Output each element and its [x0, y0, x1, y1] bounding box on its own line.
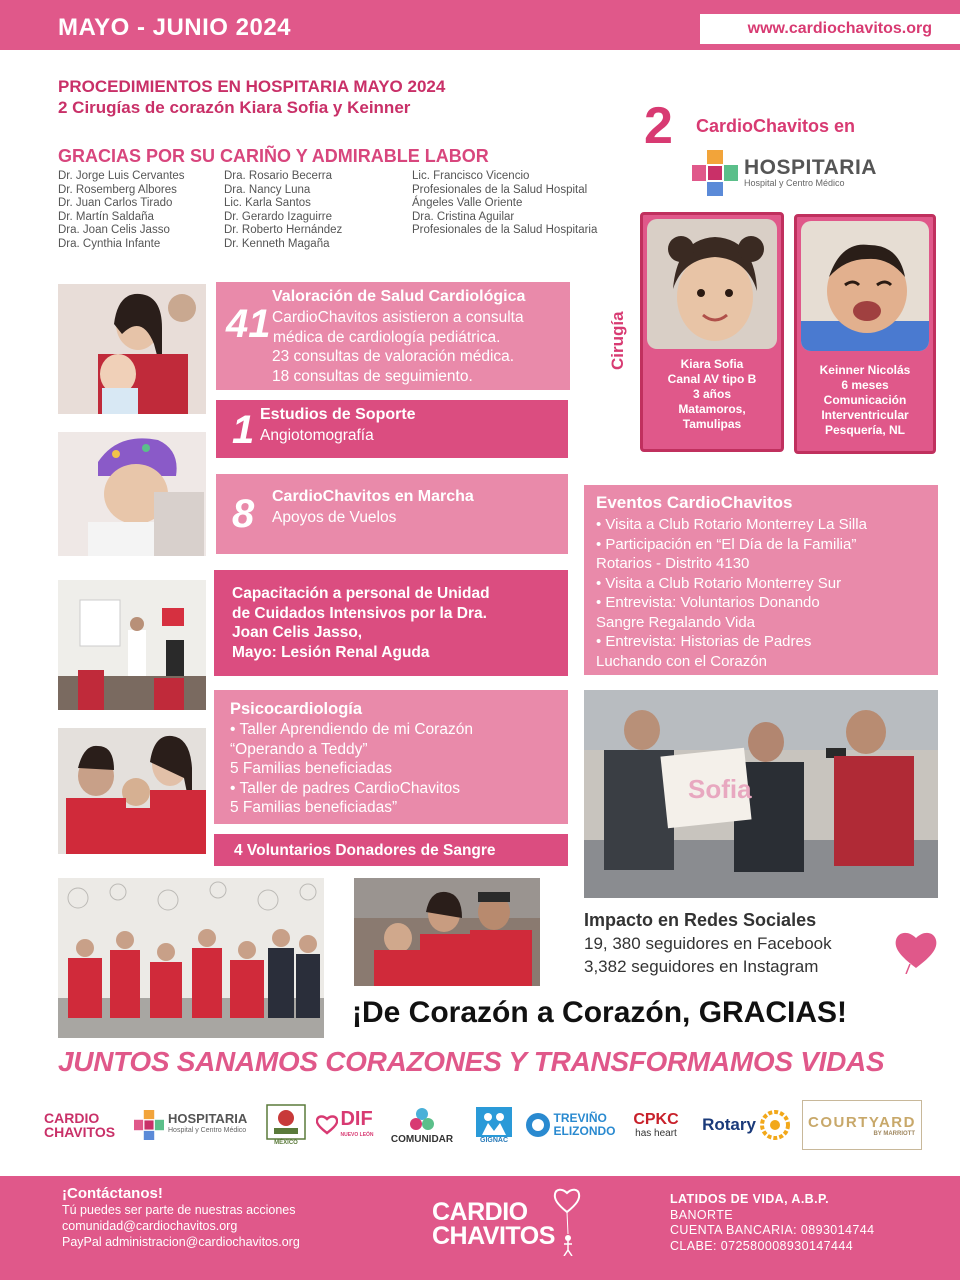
- procedures-title-line1: PROCEDIMIENTOS EN HOSPITARIA MAYO 2024: [58, 77, 446, 96]
- sponsor-text: CHAVITOS: [44, 1124, 116, 1140]
- patient-card-kiara: [640, 212, 784, 452]
- thanks-slogan: ¡De Corazón a Corazón, GRACIAS!: [352, 996, 848, 1029]
- instagram-followers: 3,382 seguidores en Instagram: [584, 957, 819, 976]
- stat-line: CardioChavitos asistieron a consulta: [272, 309, 524, 326]
- bank-line: BANORTE: [670, 1207, 733, 1222]
- contact-line: Tú puedes ser parte de nuestras acciones: [62, 1203, 296, 1217]
- sponsor-trevino-elizondo: [524, 1100, 616, 1150]
- patient-card-keinner: [794, 214, 936, 454]
- sponsor-text: ELIZONDO: [553, 1124, 616, 1138]
- hospitaria-logo: [692, 150, 882, 196]
- patient-name: Keinner Nicolás: [819, 363, 911, 377]
- sponsor-text: CPKC: [633, 1110, 679, 1128]
- period-title: MAYO - JUNIO 2024: [58, 14, 292, 41]
- event-item: • Entrevista: Voluntarios Donando: [596, 594, 820, 611]
- stat-body: Angiotomografía: [260, 427, 374, 444]
- name-item: Dra. Rosario Becerra: [224, 170, 333, 182]
- event-item: • Participación en “El Día de la Familia”: [596, 535, 857, 553]
- patient-diagnosis: Comunicación: [823, 393, 907, 407]
- facebook-followers: 19, 380 seguidores en Facebook: [584, 934, 832, 953]
- sponsor-rotary: [696, 1100, 796, 1150]
- cardiochavitos-en-label: CardioChavitos en: [696, 116, 856, 136]
- psico-line: 5 Familias beneficiadas”: [230, 799, 398, 816]
- event-item: Luchando con el Corazón: [596, 652, 767, 670]
- event-item: • Visita a Club Rotario Monterrey La Silla: [596, 516, 867, 533]
- patient-city: Matamoros,: [678, 402, 746, 416]
- thanks-names-col1: [58, 170, 185, 251]
- social-impact-title: Impacto en Redes Sociales: [584, 910, 817, 930]
- stat-title: Estudios de Soporte: [260, 406, 416, 423]
- training-text: [232, 584, 490, 662]
- sponsor-gignac: [468, 1100, 520, 1150]
- name-item: Dra. Cynthia Infante: [58, 237, 161, 250]
- donors-box: [214, 834, 568, 866]
- sponsor-text: HOSPITARIA: [168, 1111, 248, 1126]
- logo-text: CARDIO: [432, 1198, 528, 1226]
- psico-body: [230, 720, 473, 818]
- patient-info-keinner: [801, 363, 929, 438]
- motto-slogan: JUNTOS SANAMOS CORAZONES Y TRANSFORMAMOS VIDAS: [58, 1046, 885, 1077]
- bank-title: LATIDOS DE VIDA, A.B.P.: [670, 1192, 829, 1206]
- sponsor-text: COURTYARD: [808, 1113, 916, 1131]
- comunidar-logo-icon: [408, 1106, 436, 1134]
- sponsor-text: CARDIO: [44, 1110, 100, 1126]
- stat-number: 41: [226, 302, 271, 346]
- stat-line: 18 consultas de seguimiento.: [272, 367, 473, 385]
- sponsor-text: GIGNAC: [480, 1136, 508, 1144]
- name-item: Dr. Roberto Hernández: [224, 224, 343, 236]
- name-item: Dr. Rosemberg Albores: [58, 183, 177, 196]
- patient-photo-keinner: [801, 221, 929, 351]
- instituto-seal-icon: [266, 1104, 306, 1140]
- name-item: Dr. Juan Carlos Tirado: [58, 197, 173, 209]
- logo-text: CHAVITOS: [432, 1222, 555, 1250]
- photo-sofia-family: [584, 690, 938, 898]
- sponsor-hospitaria: [134, 1100, 258, 1150]
- photo-family-small: [354, 878, 540, 986]
- sponsor-text: Rotary: [702, 1115, 756, 1134]
- bank-line: CUENTA BANCARIA: 0893014744: [670, 1223, 875, 1237]
- sponsor-text: MÉXICO: [274, 1140, 298, 1146]
- stat-box-marcha: [216, 474, 568, 554]
- photo-child-study: [58, 432, 206, 556]
- surgery-count: 2: [644, 97, 673, 155]
- hospitaria-cross-icon: [134, 1110, 164, 1140]
- name-item: Lic. Karla Santos: [224, 197, 311, 209]
- patient-photo-kiara: [647, 219, 777, 349]
- patient-diagnosis: Canal AV tipo B: [667, 372, 757, 386]
- event-item: • Entrevista: Historias de Padres: [596, 633, 812, 650]
- name-item: Dra. Cristina Aguilar: [412, 210, 515, 223]
- photo-training: [58, 580, 206, 710]
- name-item: Ángeles Valle Oriente: [412, 197, 523, 209]
- dif-heart-icon: [316, 1115, 338, 1135]
- event-item: • Visita a Club Rotario Monterrey Sur: [596, 574, 842, 592]
- stat-box-estudios: [216, 400, 568, 458]
- sponsor-text: BY MARRIOTT: [873, 1130, 915, 1137]
- patient-city: Pesquería, NL: [824, 423, 906, 437]
- sponsor-cpkc: [620, 1100, 692, 1150]
- stat-body: Apoyos de Vuelos: [272, 509, 397, 526]
- bank-line: CLABE: 072580008930147444: [670, 1238, 854, 1253]
- stat-number: 8: [232, 492, 255, 536]
- sign-text: Sofia: [688, 774, 752, 804]
- training-box: [214, 570, 568, 676]
- procedures-title: [58, 76, 445, 118]
- psico-line: “Operando a Teddy”: [230, 740, 368, 758]
- sponsor-text: Hospital y Centro Médico: [168, 1127, 247, 1134]
- thanks-names-col2: [224, 170, 342, 251]
- patient-name: Kiara Sofia: [680, 357, 744, 371]
- sponsor-text: TREVIÑO: [553, 1111, 607, 1125]
- stat-title: CardioChavitos en Marcha: [272, 488, 474, 505]
- photo-group: [58, 878, 324, 1038]
- psico-box: [214, 690, 568, 824]
- gignac-logo-icon: [476, 1107, 512, 1137]
- psico-title: Psicocardiología: [230, 700, 363, 718]
- patient-info-kiara: [647, 357, 777, 432]
- name-item: Dr. Kenneth Magaña: [224, 237, 330, 250]
- psico-line: 5 Familias beneficiadas: [230, 760, 392, 777]
- name-item: Lic. Francisco Vicencio: [412, 170, 530, 182]
- psico-line: • Taller Aprendiendo de mi Corazón: [230, 721, 473, 738]
- patient-age: 3 años: [692, 387, 731, 401]
- sponsor-dif: [312, 1100, 378, 1150]
- event-item: Rotarios - Distrito 4130: [596, 555, 750, 572]
- header-bar: [0, 0, 960, 50]
- psico-line: • Taller de padres CardioChavitos: [230, 779, 461, 797]
- name-item: Dr. Gerardo Izaguirre: [224, 210, 333, 223]
- contact-email[interactable]: comunidad@cardiochavitos.org: [62, 1219, 238, 1233]
- name-item: Dr. Martín Saldaña: [58, 210, 154, 223]
- training-line: Mayo: Lesión Renal Aguda: [232, 643, 430, 661]
- photo-consultation: [58, 284, 206, 414]
- sponsor-cardiochavitos: [44, 1100, 128, 1150]
- thanks-names-col3: [412, 170, 597, 238]
- patient-state: Tamulipas: [682, 417, 742, 431]
- training-line: Capacitación a personal de Unidad: [232, 585, 490, 602]
- name-item: Dra. Joan Celis Jasso: [58, 224, 170, 236]
- footer-logo: [432, 1200, 555, 1248]
- events-list: [596, 515, 930, 671]
- donors-text: 4 Voluntarios Donadores de Sangre: [234, 842, 496, 859]
- stat-line: médica de cardiología pediátrica.: [273, 328, 501, 346]
- stat-title: Valoración de Salud Cardiológica: [272, 288, 526, 305]
- heart-balloon-icon: [552, 1186, 582, 1256]
- contact-section: [62, 1186, 300, 1250]
- contact-paypal[interactable]: PayPal administracion@cardiochavitos.org: [62, 1235, 300, 1249]
- surgery-label: Cirugía: [608, 311, 627, 370]
- sponsor-text: NUEVO LEÓN: [340, 1132, 374, 1138]
- patient-diagnosis-cont: Interventricular: [821, 408, 909, 422]
- sponsor-text: has heart: [635, 1127, 677, 1139]
- patient-age: 6 meses: [841, 378, 889, 392]
- name-item: Profesionales de la Salud Hospital: [412, 183, 588, 196]
- hospitaria-subtitle: Hospital y Centro Médico: [744, 178, 845, 188]
- stat-line: 23 consultas de valoración médica.: [272, 348, 515, 365]
- procedures-title-line2: 2 Cirugías de corazón Kiara Sofia y Keinner: [58, 98, 411, 117]
- photo-family: [58, 728, 206, 854]
- name-item: Dr. Jorge Luis Cervantes: [58, 170, 185, 182]
- events-title: Eventos CardioChavitos: [596, 493, 793, 512]
- trevino-logo-icon: [525, 1112, 551, 1138]
- events-box: [584, 485, 938, 675]
- hospitaria-cross-icon: [692, 150, 738, 196]
- stat-box-valoracion: [216, 282, 570, 390]
- contact-title: ¡Contáctanos!: [62, 1185, 163, 1202]
- sponsor-courtyard: [802, 1100, 922, 1150]
- website-link[interactable]: www.cardiochavitos.org: [744, 20, 936, 38]
- thanks-title: GRACIAS POR SU CARIÑO Y ADMIRABLE LABOR: [58, 146, 489, 166]
- hospitaria-name: HOSPITARIA: [744, 156, 877, 179]
- footer: [0, 1176, 960, 1280]
- sponsor-comunidar: [382, 1100, 462, 1150]
- stat-body: [272, 308, 524, 386]
- training-line: de Cuidados Intensivos por la Dra.: [232, 604, 487, 622]
- heart-icon: [892, 926, 940, 974]
- bank-section: [670, 1192, 874, 1254]
- rotary-wheel-icon: [760, 1110, 790, 1140]
- sponsor-text: DIF: [340, 1108, 373, 1130]
- event-item: Sangre Regalando Vida: [596, 613, 756, 631]
- sponsor-instituto: [264, 1100, 308, 1150]
- name-item: Profesionales de la Salud Hospitaria: [412, 224, 598, 236]
- training-line: Joan Celis Jasso,: [232, 624, 363, 641]
- name-item: Dra. Nancy Luna: [224, 183, 311, 196]
- stat-number: 1: [232, 408, 255, 452]
- sponsor-text: COMUNIDAR: [390, 1133, 454, 1145]
